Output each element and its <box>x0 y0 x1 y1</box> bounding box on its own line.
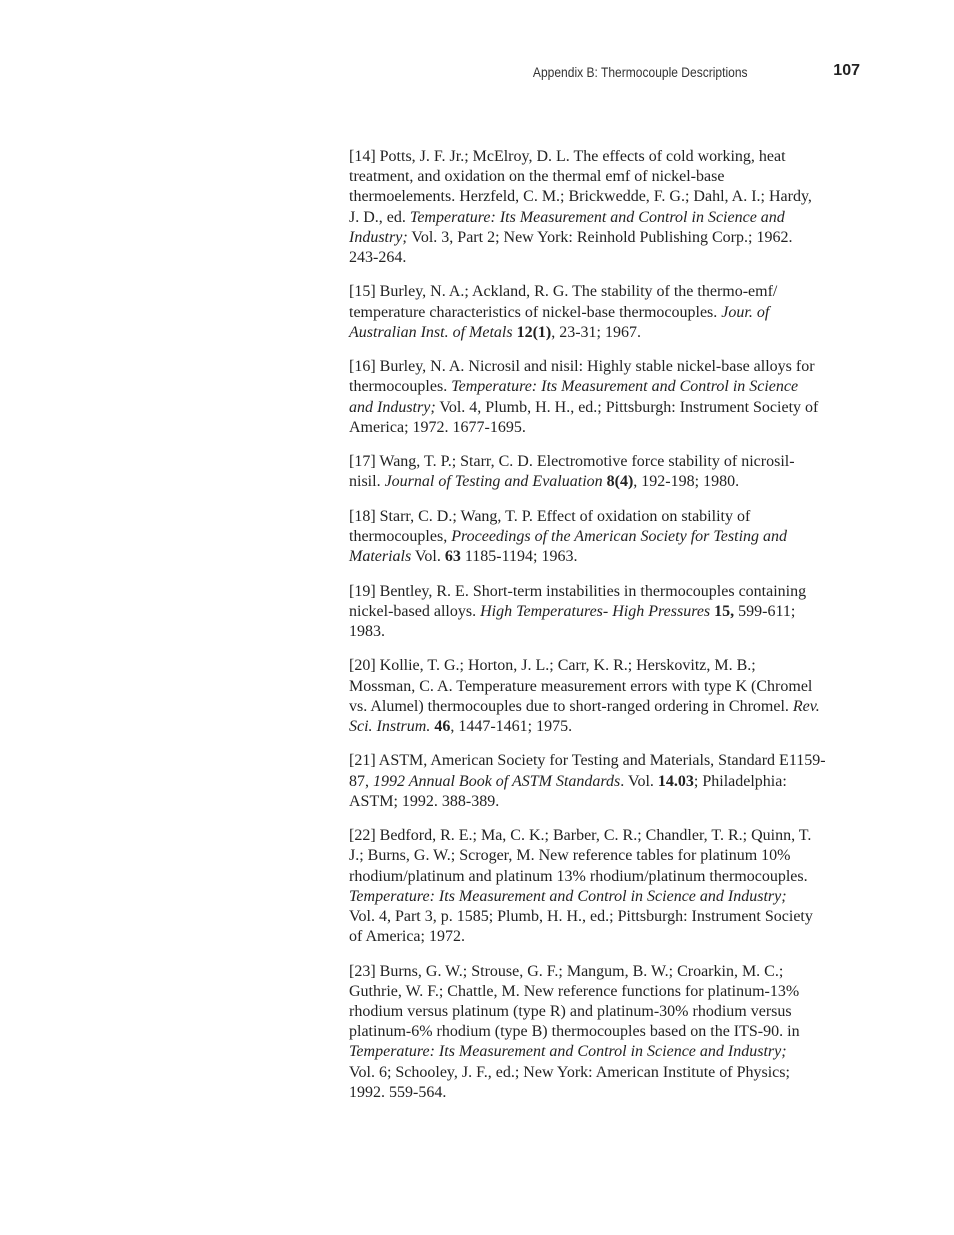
reference-line <box>349 208 861 228</box>
reference-line <box>349 547 861 567</box>
reference-text: Journal of Testing and Evaluation <box>384 473 603 491</box>
reference-text: thermocouples, <box>349 528 452 545</box>
reference-line <box>349 717 861 737</box>
reference-line <box>349 622 861 642</box>
reference-text: nisil. <box>349 473 385 491</box>
reference-text: Temperature: Its Measurement and Control in Science and Industry; <box>349 887 787 905</box>
reference-entry <box>349 147 861 268</box>
reference-text: 1992. 559-564. <box>349 1083 447 1101</box>
reference-text: [23] Burns, G. W.; Strouse, G. F.; Mangum, B. W.; Croarkin, M. C.; <box>349 962 784 980</box>
page-number: 107 <box>833 62 860 79</box>
reference-text: , 192-198; 1980. <box>633 473 740 491</box>
reference-text: [15] Burley, N. A.; Ackland, R. G. The stability of the thermo-emf/ <box>349 283 778 301</box>
reference-text: 8(4) <box>606 473 634 491</box>
reference-entry <box>349 357 861 438</box>
reference-line <box>349 772 861 792</box>
reference-line <box>349 187 861 207</box>
reference-text: 14.03 <box>657 772 694 790</box>
reference-text: rhodium/platinum and platinum 13% rhodium/platinum thermocouples. <box>349 867 808 885</box>
running-title: Appendix B: Thermocouple Descriptions <box>533 64 748 80</box>
reference-entry <box>349 656 861 737</box>
reference-text: 63 <box>444 548 461 566</box>
reference-text: Temperature: Its Measurement and Control in Science and <box>409 208 785 226</box>
reference-text: [21] ASTM, American Society for Testing and Materials, Standard E1159- <box>349 752 826 770</box>
reference-text: platinum-6% rhodium (type B) thermocouples based on the ITS-90. in <box>349 1023 800 1041</box>
reference-text: ; Philadelphia: <box>693 772 787 790</box>
reference-text: [20] Kollie, T. G.; Horton, J. L.; Carr, K. R.; Herskovitz, M. B.; <box>349 657 756 675</box>
reference-text: Jour. of <box>721 303 770 321</box>
reference-line <box>349 418 861 438</box>
reference-text: America; 1972. 1677-1695. <box>349 418 526 436</box>
reference-line <box>349 167 861 187</box>
reference-text: [14] Potts, J. F. Jr.; McElroy, D. L. The effects of cold working, heat <box>349 148 786 165</box>
reference-text: [19] Bentley, R. E. Short-term instabilities in thermocouples containing <box>349 582 807 600</box>
reference-line <box>349 697 861 717</box>
reference-entry <box>349 962 861 1103</box>
reference-line <box>349 656 861 676</box>
reference-text: thermoelements. Herzfeld, C. M.; Brickwedde, F. G.; Dahl, A. I.; Hardy, <box>349 188 812 206</box>
reference-line <box>349 907 861 927</box>
reference-text: vs. Alumel) thermocouples due to short-ranged ordering in Chromel. <box>349 697 793 715</box>
reference-line <box>349 751 861 771</box>
reference-text: Australian Inst. of Metals <box>349 323 513 341</box>
reference-text: 1185-1194; 1963. <box>460 548 578 566</box>
reference-line <box>349 602 861 622</box>
reference-list <box>349 147 861 1117</box>
reference-text: [16] Burley, N. A. Nicrosil and nisil: Highly stable nickel-base alloys for <box>349 358 815 376</box>
reference-text: Rev. <box>792 697 820 715</box>
reference-text: Industry; <box>349 228 408 246</box>
reference-line <box>349 1083 861 1103</box>
reference-text: of America; 1972. <box>349 928 465 946</box>
reference-line <box>349 1042 861 1062</box>
reference-entry <box>349 282 861 343</box>
reference-text: J.; Burns, G. W.; Scroger, M. New reference tables for platinum 10% <box>349 847 791 865</box>
reference-line <box>349 282 861 302</box>
reference-text: 15, <box>714 602 735 620</box>
reference-text: , 1447-1461; 1975. <box>450 718 573 735</box>
reference-line <box>349 147 861 167</box>
reference-line <box>349 1022 861 1042</box>
reference-line <box>349 377 861 397</box>
reference-line <box>349 677 861 697</box>
reference-text: [18] Starr, C. D.; Wang, T. P. Effect of oxidation on stability of <box>349 507 751 525</box>
reference-text: nickel-based alloys. <box>349 602 481 620</box>
reference-line <box>349 887 861 907</box>
reference-text: thermocouples. <box>349 378 452 396</box>
reference-entry <box>349 507 861 568</box>
reference-entry <box>349 582 861 643</box>
reference-text: Vol. 6; Schooley, J. F., ed.; New York: American Institute of Physics; <box>349 1063 790 1081</box>
reference-line <box>349 248 861 268</box>
reference-line <box>349 323 861 343</box>
reference-text: Vol. 3, Part 2; New York: Reinhold Publishing Corp.; 1962. <box>407 228 793 246</box>
reference-entry <box>349 452 861 492</box>
reference-text: Vol. <box>411 548 445 566</box>
reference-entry <box>349 826 861 947</box>
reference-text: 1992 Annual Book of ASTM Standards <box>373 772 621 790</box>
reference-line <box>349 927 861 947</box>
reference-line <box>349 507 861 527</box>
reference-line <box>349 1063 861 1083</box>
reference-line <box>349 792 861 812</box>
reference-entry <box>349 751 861 812</box>
reference-text: , 23-31; 1967. <box>551 323 641 341</box>
reference-text: Vol. 4, Part 3, p. 1585; Plumb, H. H., ed.; Pittsburgh: Instrument Society <box>349 908 813 925</box>
reference-line <box>349 962 861 982</box>
reference-line <box>349 982 861 1002</box>
reference-text: Proceedings of the American Society for Testing and <box>451 528 788 545</box>
reference-text: temperature characteristics of nickel-base thermocouples. <box>349 303 722 321</box>
reference-line <box>349 357 861 377</box>
reference-text: treatment, and oxidation on the thermal emf of nickel-base <box>349 168 725 186</box>
reference-line <box>349 826 861 846</box>
reference-text: [22] Bedford, R. E.; Ma, C. K.; Barber, C. R.; Chandler, T. R.; Quinn, T. <box>349 827 812 845</box>
reference-text: Materials <box>349 548 412 566</box>
reference-text: High Temperatures- High Pressures <box>480 602 711 620</box>
reference-text: 87, <box>349 772 373 790</box>
reference-text: Sci. Instrum. <box>349 718 431 735</box>
reference-line <box>349 867 861 887</box>
reference-text: Vol. 4, Plumb, H. H., ed.; Pittsburgh: Instrument Society of <box>435 398 819 416</box>
reference-text: [17] Wang, T. P.; Starr, C. D. Electromotive force stability of nicrosil- <box>349 453 795 471</box>
reference-text: 12(1) <box>516 323 552 341</box>
reference-line <box>349 472 861 492</box>
reference-text: 1983. <box>349 623 385 640</box>
reference-text: and Industry; <box>349 398 436 416</box>
reference-line <box>349 527 861 547</box>
reference-text: 46 <box>434 718 451 735</box>
reference-text: J. D., ed. <box>349 208 410 226</box>
reference-text: ASTM; 1992. 388-389. <box>349 792 500 810</box>
reference-line <box>349 1002 861 1022</box>
reference-line <box>349 398 861 418</box>
reference-line <box>349 303 861 323</box>
reference-text: Guthrie, W. F.; Chattle, M. New reference functions for platinum-13% <box>349 982 800 1000</box>
reference-text: 243-264. <box>349 249 407 267</box>
reference-text: Mossman, C. A. Temperature measurement errors with type K (Chromel <box>349 677 813 695</box>
reference-line <box>349 582 861 602</box>
reference-text: 599-611; <box>734 602 796 620</box>
reference-text: Temperature: Its Measurement and Control in Science <box>451 378 799 396</box>
reference-line <box>349 228 861 248</box>
page-header <box>0 62 954 84</box>
reference-text: rhodium versus platinum (type R) and platinum-30% rhodium versus <box>349 1003 792 1020</box>
reference-line <box>349 846 861 866</box>
reference-line <box>349 452 861 472</box>
reference-text: . Vol. <box>620 772 658 790</box>
reference-text: Temperature: Its Measurement and Control in Science and Industry; <box>349 1043 787 1061</box>
